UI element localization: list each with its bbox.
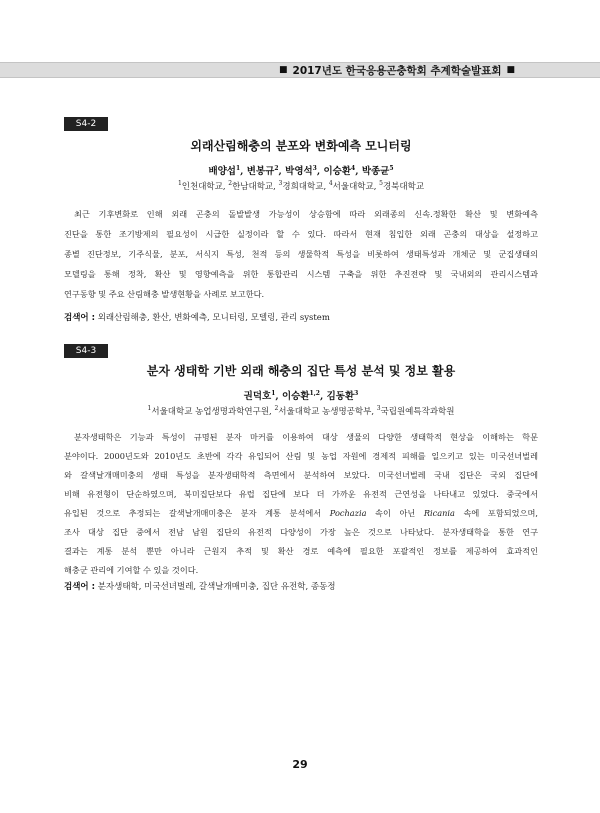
- abstract-section-s4-2: [64, 117, 538, 317]
- conference-title: 2017년도 한국응용곤충학회 추계학술발표회: [292, 64, 502, 77]
- affiliation: 서울대학교 농생명공학부: [278, 407, 372, 417]
- abstract-line: 조사 대상 집단 중에서 전남 남원 집단의 유전적 다양성이 가장 높은 것으로 나타났다. 분자생태학을 통한 연구: [64, 527, 538, 537]
- affil-sup: 1: [147, 405, 152, 413]
- author-list: 배양섭$^1$, 변봉규$^2$, 박영석$^3$, 이승환$^4$, 박종균$^5$: [208, 164, 394, 177]
- abstract-line: 최근 기후변화로 인해 외래 곤충의 돌발발생 가능성이 상승함에 따라 외래종의 신속.정확한 확산 및 변화예측: [74, 209, 538, 219]
- affiliation: 국립원예특작과학원: [380, 407, 455, 417]
- author-name: 이승환: [323, 166, 352, 177]
- affil-sup: 5: [379, 180, 383, 188]
- author-name: 이승환: [282, 391, 310, 402]
- author-name: 김동환: [326, 391, 355, 402]
- author-sup: 4: [351, 164, 356, 172]
- header-square-left: ■: [279, 65, 288, 75]
- affiliation: 한남대학교: [232, 182, 274, 192]
- abstract-line: 결과는 계통 분석 뿐만 아니라 근원지 추적 및 확산 경로 예측에 필요한 포괄적인 정보를 제공하여 효과적인: [64, 546, 538, 556]
- author-list: 권덕호$^1$, 이승환$^{1,2}$, 김동환$^3$: [243, 389, 359, 402]
- abstract-section-s4-3: [64, 344, 538, 584]
- genus-name: Pochazia: [329, 508, 367, 518]
- header-square-right: ■: [506, 65, 515, 75]
- affiliation: 서울대학교 농업생명과학연구원: [151, 407, 270, 417]
- author-sup: 1: [271, 389, 276, 397]
- abstract-line: 분자생태학은 기능과 특성이 규명된 분자 마커를 이용하여 대상 생물의 다양한 생태학적 현상을 이해하는 학문: [74, 432, 538, 442]
- author-sup: 1,2: [309, 389, 320, 397]
- author-sup: 2: [274, 164, 279, 172]
- page-number: 29: [292, 758, 308, 771]
- affil-sup: 4: [328, 180, 333, 188]
- abstract-line: 유입된 것으로 추정되는 갈색날개매미충은 분자 계통 분석에서 Pochazia 속이 아닌 Ricania 속에 포함되었으며,: [64, 508, 538, 518]
- affil-sup: 2: [274, 405, 279, 413]
- affiliation: 경북대학교: [382, 182, 425, 192]
- genus-name: Ricania: [423, 508, 455, 518]
- keywords-text: 외래산림해충, 환산, 변화예측, 모니터링, 모델링, 관리 system: [97, 313, 330, 323]
- affil-sup: 3: [376, 405, 381, 413]
- abstract-title: 외래산림해충의 분포와 변화예측 모니터링: [190, 139, 412, 153]
- author-sup: 3: [354, 389, 359, 397]
- author-name: 박종균: [361, 166, 390, 177]
- session-tag: S4-3: [64, 344, 108, 358]
- abstract-line: 종별 진단정보, 기주식물, 분포, 서식지 특성, 천적 등의 생물학적 특성을 비롯하여 생태특성과 개체군 및 군집생태의: [64, 249, 538, 259]
- abstract-line: 연구동향 및 주요 산림해충 발생현황을 사례로 보고한다.: [64, 289, 265, 299]
- conference-header: [0, 62, 600, 78]
- author-sup: 3: [312, 164, 317, 172]
- abstract-line: 비해 유전형이 단순하였으며, 북미집단보다 유럽 집단에 보다 더 가까운 유전적 근연성을 나타내고 있었다. 중국에서: [64, 489, 538, 499]
- author-sup: 5: [389, 164, 394, 172]
- author-name: 변봉규: [246, 166, 275, 177]
- affil-sup: 2: [228, 180, 233, 188]
- keywords-label: 검색어 :: [64, 582, 95, 592]
- keywords-s4-3: [64, 580, 538, 592]
- keywords-label: 검색어 :: [64, 313, 95, 323]
- author-name: 박영석: [285, 166, 313, 177]
- author-name: 권덕호: [243, 391, 272, 402]
- affiliation: 경희대학교: [282, 182, 324, 192]
- abstract-line: 진단을 통한 조기방제의 필요성이 시급한 실정이라 할 수 있다. 따라서 현재 침입한 외래 곤충의 대상을 설정하고: [64, 229, 538, 239]
- abstract-line: 분야이다. 2000년도와 2010년도 초반에 각각 유입되어 산림 및 농업 자원에 경제적 피해를 일으키고 있는 미국선녀벌레: [64, 451, 538, 461]
- author-name: 배양섭: [208, 166, 236, 177]
- author-sup: 1: [235, 164, 241, 172]
- affil-sup: 3: [278, 180, 283, 188]
- abstract-title: 분자 생태학 기반 외래 해충의 집단 특성 분석 및 정보 활용: [146, 364, 456, 378]
- keywords-s4-2: [64, 311, 538, 323]
- abstract-line: 와 갈색날개매미충의 생태 특성을 분자생태학적 측면에서 분석하여 보았다. 미국선녀벌레 국내 집단은 국외 집단에: [64, 470, 538, 480]
- abstract-line: 해충군 관리에 기여할 수 있을 것이다.: [64, 565, 199, 575]
- session-tag: S4-2: [64, 117, 108, 131]
- affiliation: 서울대학교: [332, 182, 374, 192]
- abstract-line: 모델링을 통해 정착, 확산 및 영향예측을 위한 통합관리 시스템 구축을 위한 추진전략 및 국내외의 관리시스템과: [64, 269, 538, 279]
- affiliation: 인천대학교: [181, 182, 223, 192]
- affil-sup: 1: [177, 180, 182, 188]
- affiliation-list: $^1$서울대학교 농업생명과학연구원, $^2$서울대학교 농생명공학부, $^3$국립원예특작과학원: [147, 405, 455, 417]
- affiliation-list: $^1$인천대학교, $^2$한남대학교, $^3$경희대학교, $^4$서울대학교, $^5$경북대학교: [177, 180, 425, 192]
- keywords-text: 분자생태학, 미국선녀벌레, 갈색날개매미충, 집단 유전학, 종동정: [97, 582, 336, 592]
